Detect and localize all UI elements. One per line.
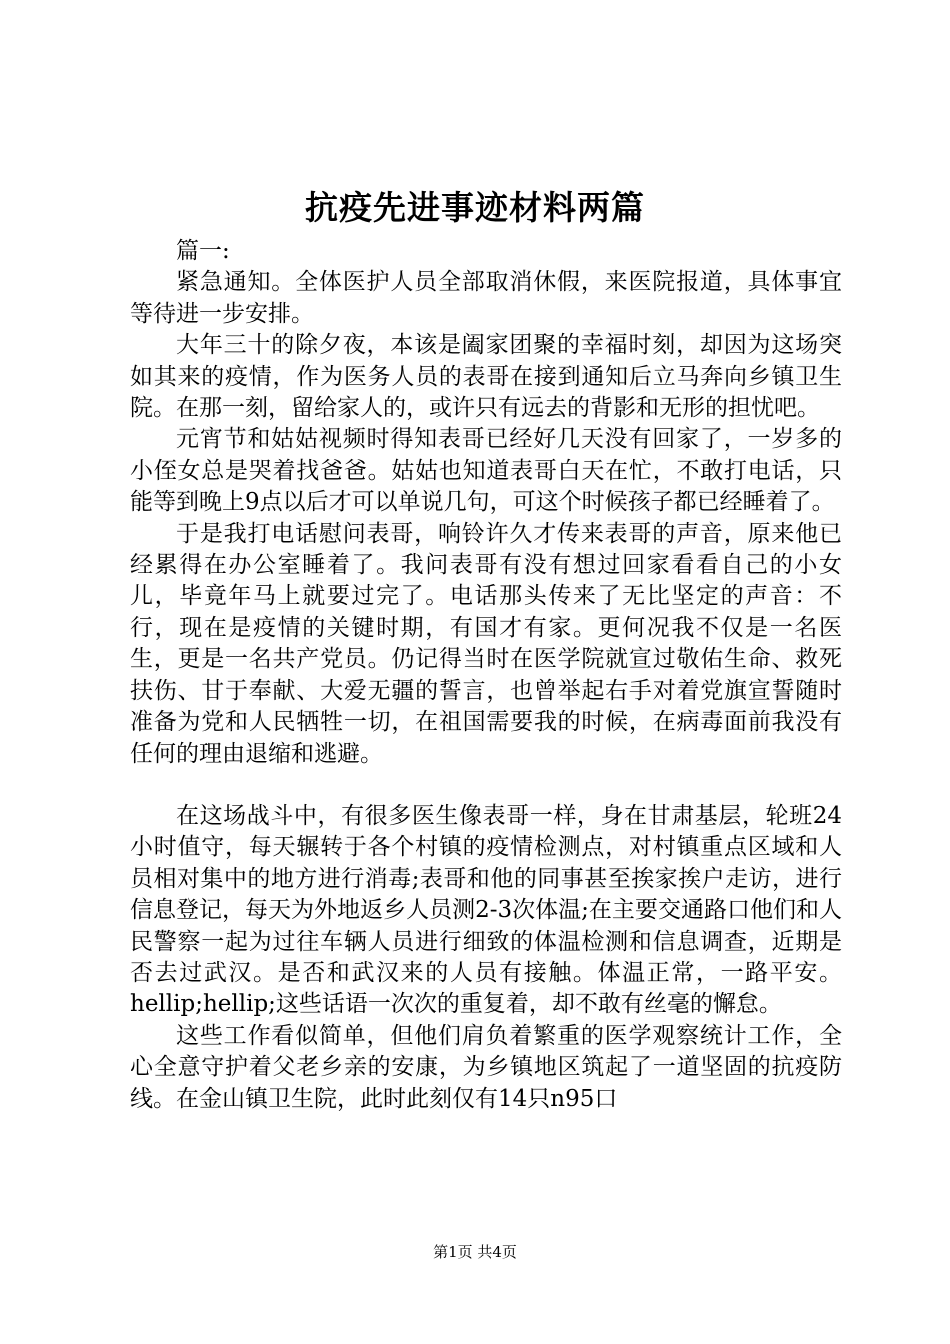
paragraph: 在这场战斗中，有很多医生像表哥一样，身在甘肃基层，轮班24小时值守，每天辗转于各个村镇的疫情检测点，对村镇重点区域和人员相对集中的地方进行消毒;表哥和他的同事甚至挨家挨户走访，进行信息登记，每天为外地返乡人员测2-3次体温;在主要交通路口他们和人民警察一起为过往车辆人员进行细致的体温检测和信息调查，近期是否去过武汉。是否和武汉来的人员有接触。体温正常，一路平安。hellip;hellip;这些话语一次次的重复着，却不敢有丝毫的懈怠。: [130, 802, 842, 1018]
paragraph-gap: [130, 770, 842, 801]
paragraph: 紧急通知。全体医护人员全部取消休假，来医院报道，具体事宜等待进一步安排。: [130, 269, 842, 327]
paragraph: 这些工作看似简单，但他们肩负着繁重的医学观察统计工作，全心全意守护着父老乡亲的安康，为乡镇地区筑起了一道坚固的抗疫防线。在金山镇卫生院，此时此刻仅有14只n95口: [130, 1022, 842, 1112]
document-title: 抗疫先进事迹材料两篇: [305, 188, 645, 227]
section-label: 篇一:: [176, 238, 230, 264]
paragraph: 大年三十的除夕夜，本该是阖家团聚的幸福时刻，却因为这场突如其来的疫情，作为医务人员的表哥在接到通知后立马奔向乡镇卫生院。在那一刻，留给家人的，或许只有远去的背影和无形的担忧吧。: [130, 332, 842, 422]
paragraph: 于是我打电话慰问表哥，响铃许久才传来表哥的声音，原来他已经累得在办公室睡着了。我问表哥有没有想过回家看看自己的小女儿，毕竟年马上就要过完了。电话那头传来了无比坚定的声音：不行，现在是疫情的关键时期，有国才有家。更何况我不仅是一名医生，更是一名共产党员。仍记得当时在医学院就宣过敬佑生命、救死扶伤、甘于奉献、大爱无疆的誓言，也曾举起右手对着党旗宣誓随时准备为党和人民牺牲一切，在祖国需要我的时候，在病毒面前我没有任何的理由退缩和逃避。: [130, 520, 842, 767]
page-footer: 第1页 共4页: [433, 1243, 517, 1261]
document-body: [130, 236, 842, 1115]
paragraph: 元宵节和姑姑视频时得知表哥已经好几天没有回家了，一岁多的小侄女总是哭着找爸爸。姑姑也知道表哥白天在忙，不敢打电话，只能等到晚上9点以后才可以单说几句，可这个时候孩子都已经睡着了。: [130, 426, 842, 516]
